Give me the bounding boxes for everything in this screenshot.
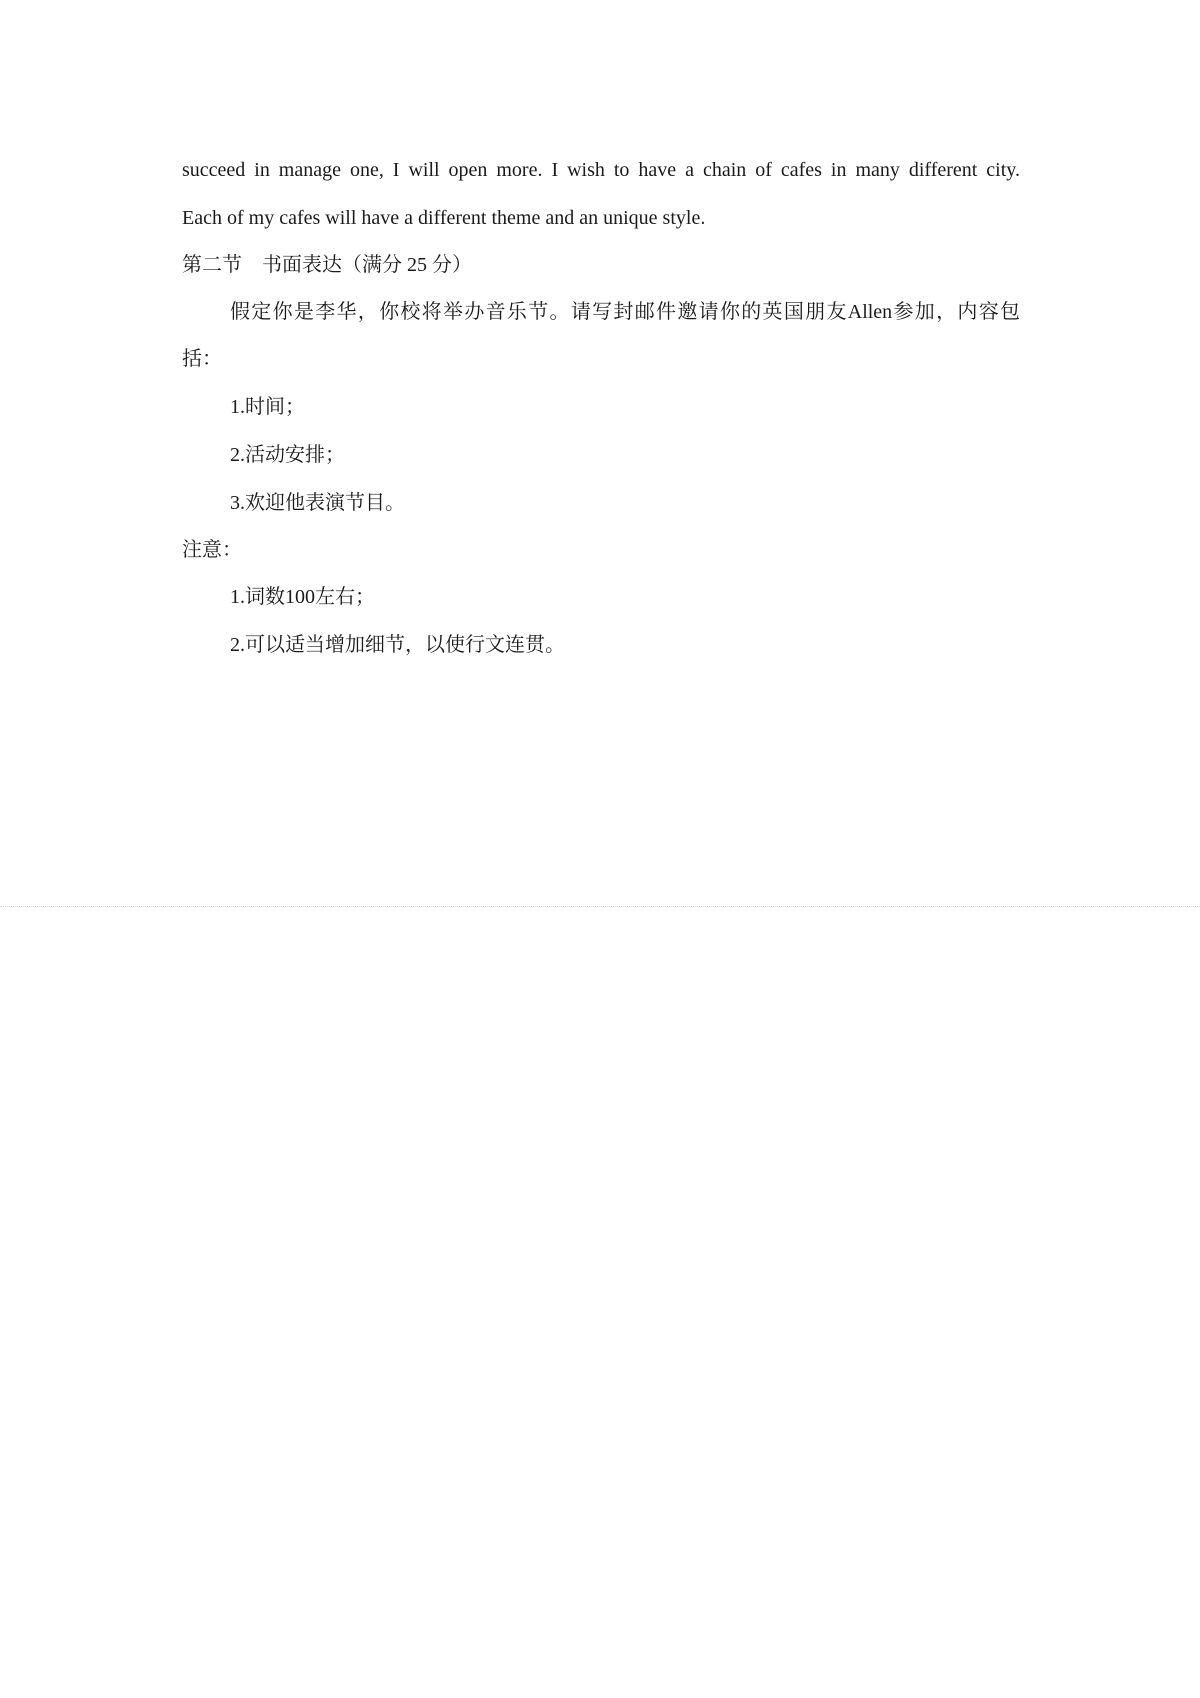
note-1: 1.词数100左右； [230, 586, 375, 608]
page-separator [0, 906, 1200, 907]
content-point-2: 2.活动安排； [230, 444, 345, 466]
passage-line-1: succeed in manage one, I will open more. I wish to have a chain of cafes in many different city. [182, 159, 1020, 181]
content-point-3: 3.欢迎他表演节目。 [230, 492, 405, 514]
note-2: 2.可以适当增加细节，以使行文连贯。 [230, 634, 565, 656]
section-heading: 第二节 书面表达（满分 25 分） [182, 254, 472, 276]
notes-label: 注意： [182, 539, 242, 561]
content-point-1: 1.时间； [230, 396, 305, 418]
prompt-line-2: 括： [182, 348, 222, 370]
passage-line-2: Each of my cafes will have a different theme and an unique style. [182, 207, 706, 229]
prompt-line-1: 假定你是李华，你校将举办音乐节。请写封邮件邀请你的英国朋友Allen参加，内容包 [230, 301, 1020, 323]
